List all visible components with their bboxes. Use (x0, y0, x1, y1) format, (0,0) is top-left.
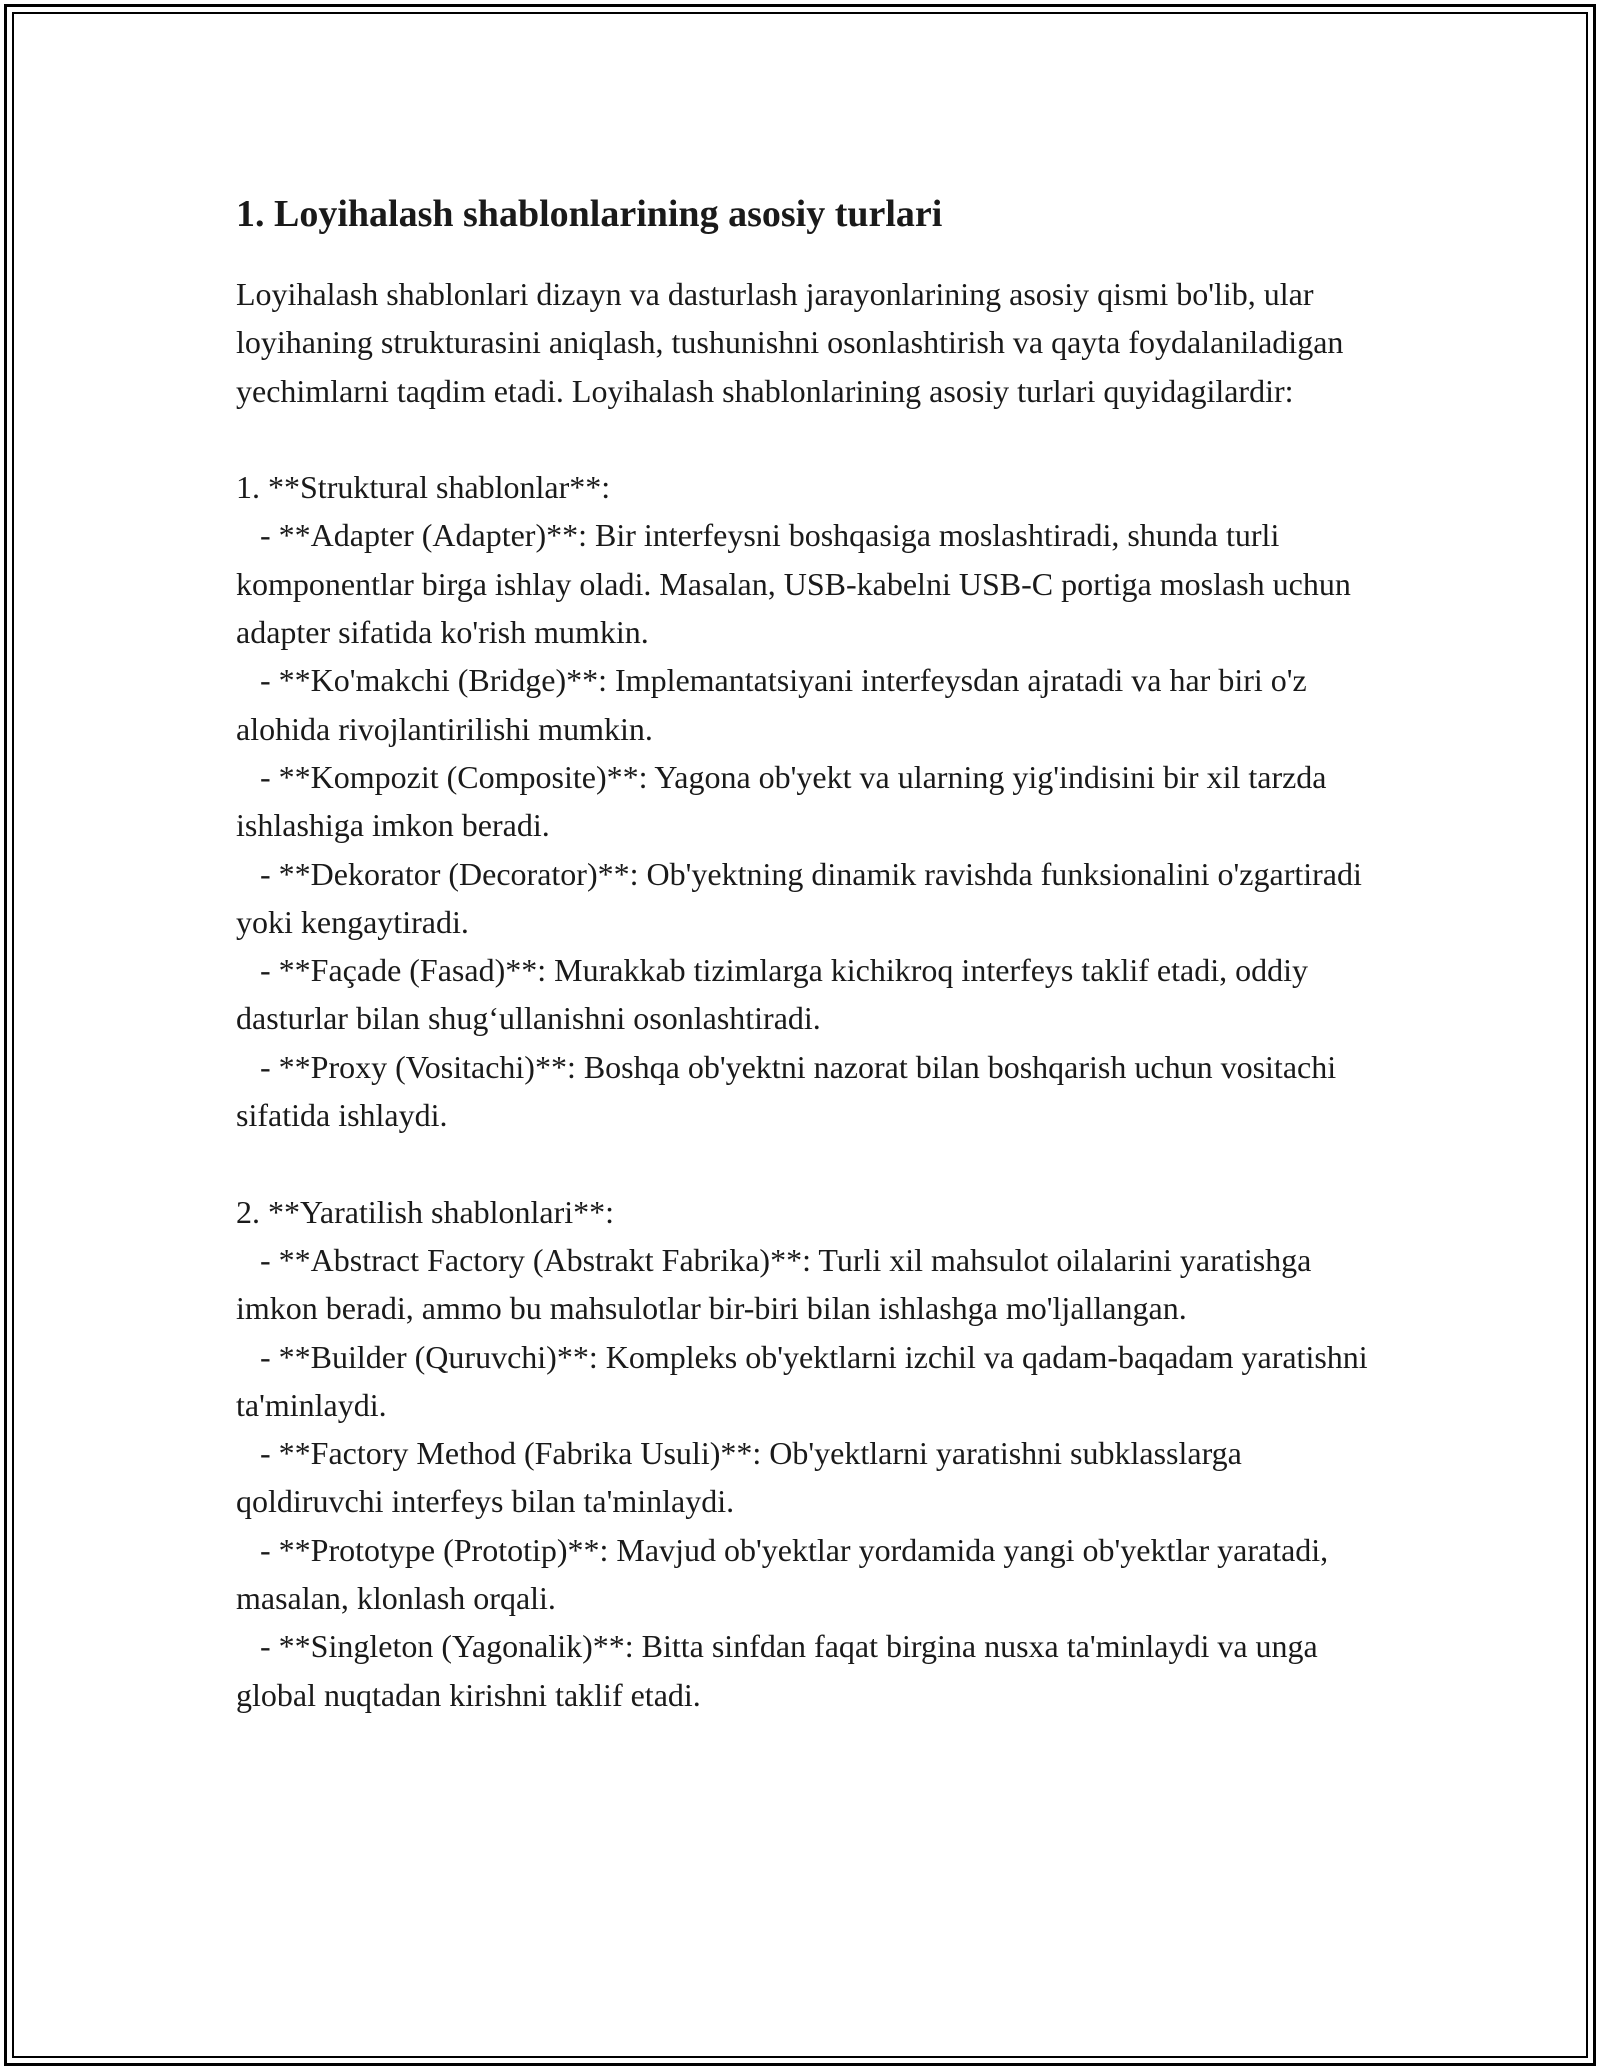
list-item-abstract-factory: - **Abstract Factory (Abstrakt Fabrika)**: Turli xil mahsulot oilalarini yaratishga imkon beradi, ammo bu mahsulotlar bir-biri bilan ishlashga mo'ljallangan. (236, 1241, 1320, 1327)
section-heading-creational: 2. **Yaratilish shablonlari**: (236, 1193, 615, 1230)
list-item-factory-method: - **Factory Method (Fabrika Usuli)**: Ob'yektlarni yaratishni subklasslarga qoldiruvchi interfeys bilan ta'minlaydi. (236, 1435, 1250, 1520)
document-title: 1. Loyihalash shablonlarining asosiy turlari (236, 193, 943, 235)
list-item-adapter: - **Adapter (Adapter)**: Bir interfeysni boshqasiga moslashtiradi, shunda turli komponentlar birga ishlay oladi. Masalan, USB-kabelni USB-C portiga moslash uchun adapter sifatida ko'rish mumkin. (236, 517, 1359, 651)
list-item-prototype: - **Prototype (Prototip)**: Mavjud ob'yektlar yordamida yangi ob'yektlar yaratadi, masalan, klonlash orqali. (236, 1531, 1337, 1617)
list-item-builder: - **Builder (Quruvchi)**: Kompleks ob'yektlarni izchil va qadam-baqadam yaratishni ta'minlaydi. (236, 1338, 1376, 1423)
list-item-composite: - **Kompozit (Composite)**: Yagona ob'yekt va ularning yig'indisini bir xil tarzda ishlashiga imkon beradi. (236, 758, 1335, 844)
list-item-bridge: - **Ko'makchi (Bridge)**: Implemantatsiyani interfeysdan ajratadi va har biri o'z alohida rivojlantirilishi mumkin. (236, 662, 1315, 747)
blank-line (236, 1139, 1376, 1187)
section-heading-structural: 1. **Struktural shablonlar**: (236, 469, 611, 506)
blank-line (236, 415, 1376, 463)
list-item-singleton: - **Singleton (Yagonalik)**: Bitta sinfdan faqat birgina nusxa ta'minlaydi va unga global nuqtadan kirishni taklif etadi. (236, 1628, 1326, 1713)
list-item-facade: - **Façade (Fasad)**: Murakkab tizimlarga kichikroq interfeys taklif etadi, oddiy dasturlar bilan shug‘ullanishni osonlashtiradi. (236, 952, 1316, 1037)
intro-paragraph: Loyihalash shablonlari dizayn va dasturlash jarayonlarining asosiy qismi bo'lib, ular loyihaning strukturasini aniqlash, tushunishni osonlashtirish va qayta foydalaniladigan yechimlarni taqdim etadi. Loyihalash shablonlarining asosiy turlari quyidagilardir: (236, 276, 1352, 409)
document-body (236, 188, 1376, 1719)
list-item-decorator: - **Dekorator (Decorator)**: Ob'yektning dinamik ravishda funksionalini o'zgartiradi yoki kengaytiradi. (236, 855, 1370, 940)
list-item-proxy: - **Proxy (Vositachi)**: Boshqa ob'yektni nazorat bilan boshqarish uchun vositachi sifatida ishlaydi. (236, 1048, 1345, 1134)
